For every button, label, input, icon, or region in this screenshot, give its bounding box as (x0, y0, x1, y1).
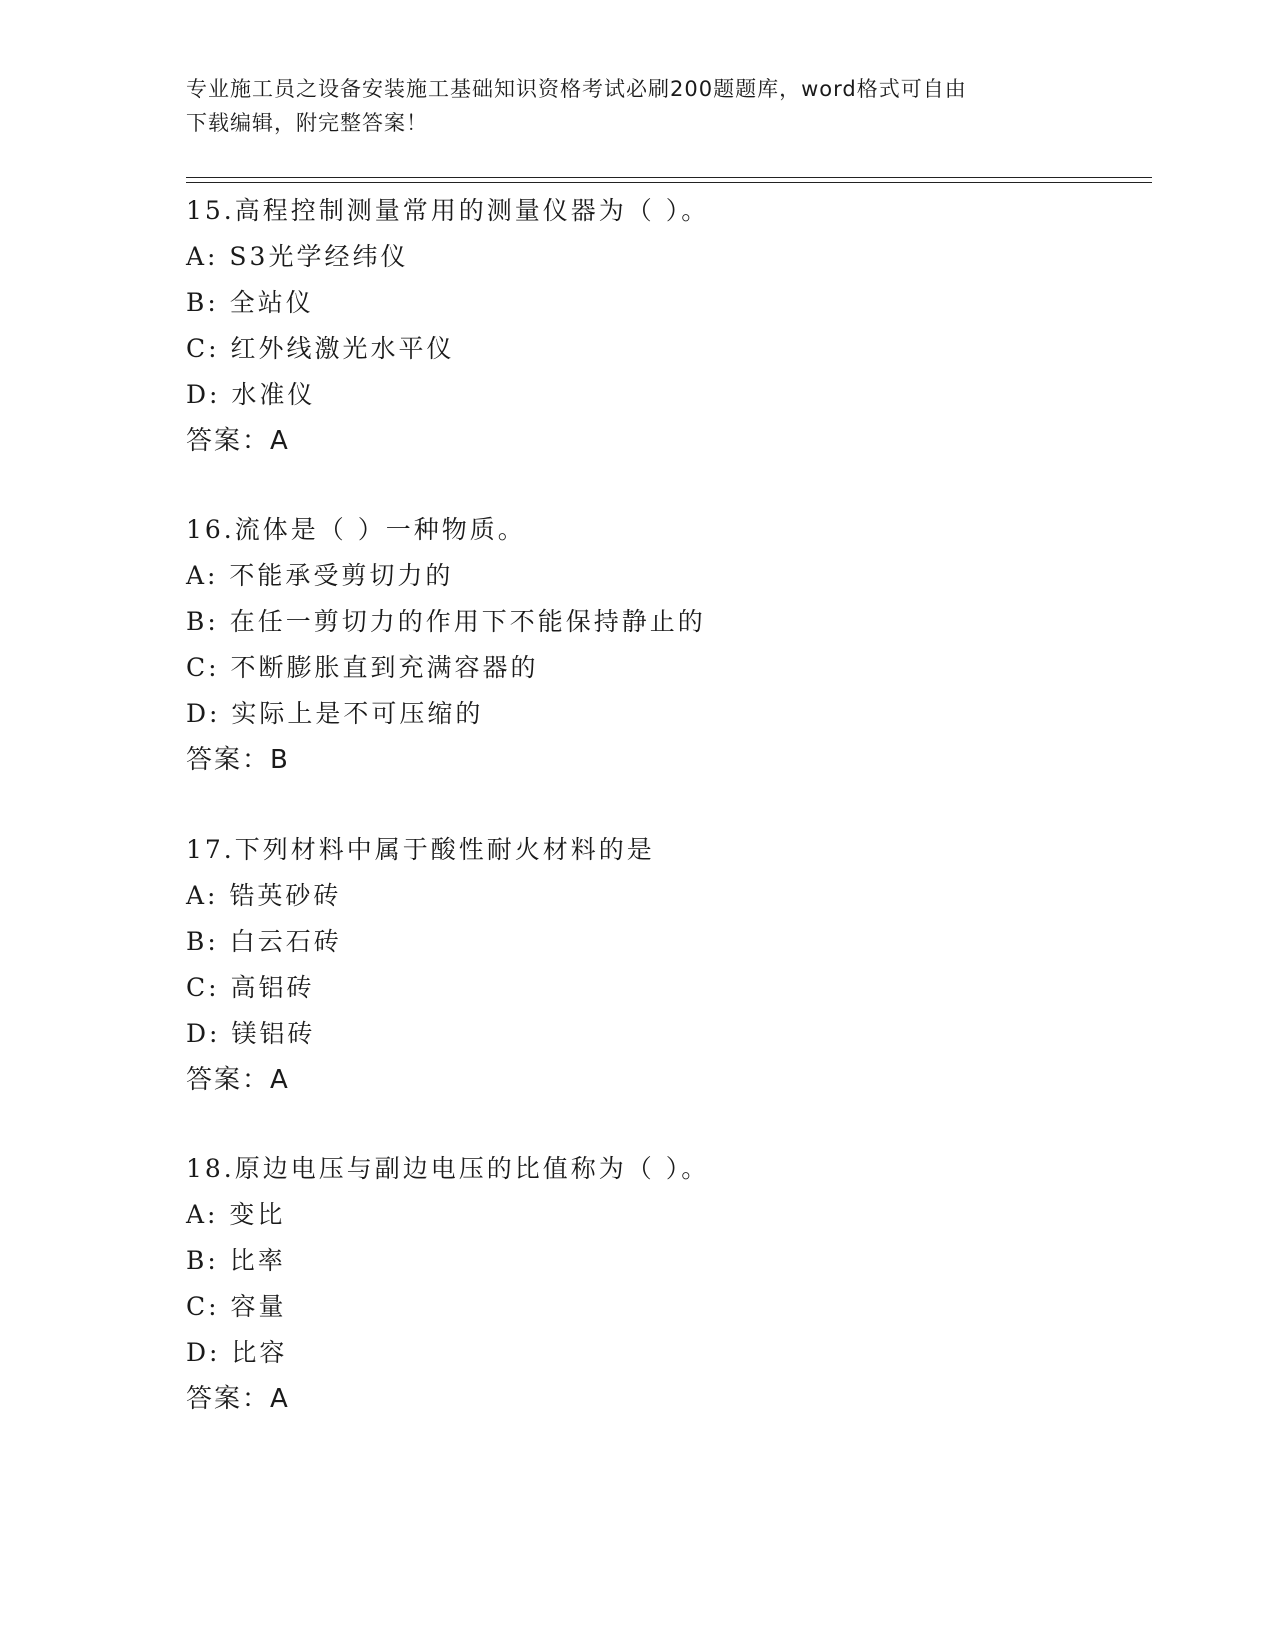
answer: 答案：A (186, 1065, 290, 1095)
question-15 (186, 188, 1146, 464)
option-d: D: 实际上是不可压缩的 (186, 699, 484, 728)
header-line-2: 下载编辑，附完整答案！ (186, 111, 428, 135)
question-18 (186, 1146, 1146, 1422)
question-stem: 15.高程控制测量常用的测量仪器为（ ）。 (186, 196, 710, 225)
question-16 (186, 507, 1146, 783)
option-a: A: 变比 (186, 1200, 286, 1229)
option-b: B: 在任一剪切力的作用下不能保持静止的 (186, 607, 706, 636)
option-c: C: 不断膨胀直到充满容器的 (186, 653, 539, 682)
option-d: D: 水准仪 (186, 380, 316, 409)
question-stem: 18.原边电压与副边电压的比值称为（ ）。 (186, 1154, 710, 1183)
option-c: C: 容量 (186, 1292, 287, 1321)
question-stem: 17.下列材料中属于酸性耐火材料的是 (186, 835, 655, 864)
option-a: A: 不能承受剪切力的 (186, 561, 454, 590)
header-divider-bottom (186, 182, 1152, 183)
option-c: C: 高铝砖 (186, 973, 315, 1002)
option-b: B: 白云石砖 (186, 927, 342, 956)
answer: 答案：B (186, 745, 290, 775)
option-d: D: 镁铝砖 (186, 1019, 316, 1048)
option-c: C: 红外线激光水平仪 (186, 334, 455, 363)
header-divider-top (186, 177, 1152, 178)
option-d: D: 比容 (186, 1338, 288, 1367)
question-stem: 16.流体是（ ）一种物质。 (186, 515, 526, 544)
answer: 答案：A (186, 426, 290, 456)
option-a: A: S3光学经纬仪 (186, 242, 409, 271)
header-line-1: 专业施工员之设备安装施工基础知识资格考试必刷200题题库，word格式可自由 (186, 77, 967, 101)
option-b: B: 全站仪 (186, 288, 314, 317)
option-a: A: 锆英砂砖 (186, 881, 342, 910)
document-header (186, 72, 1086, 140)
option-b: B: 比率 (186, 1246, 286, 1275)
answer: 答案：A (186, 1384, 290, 1414)
question-17 (186, 827, 1146, 1103)
